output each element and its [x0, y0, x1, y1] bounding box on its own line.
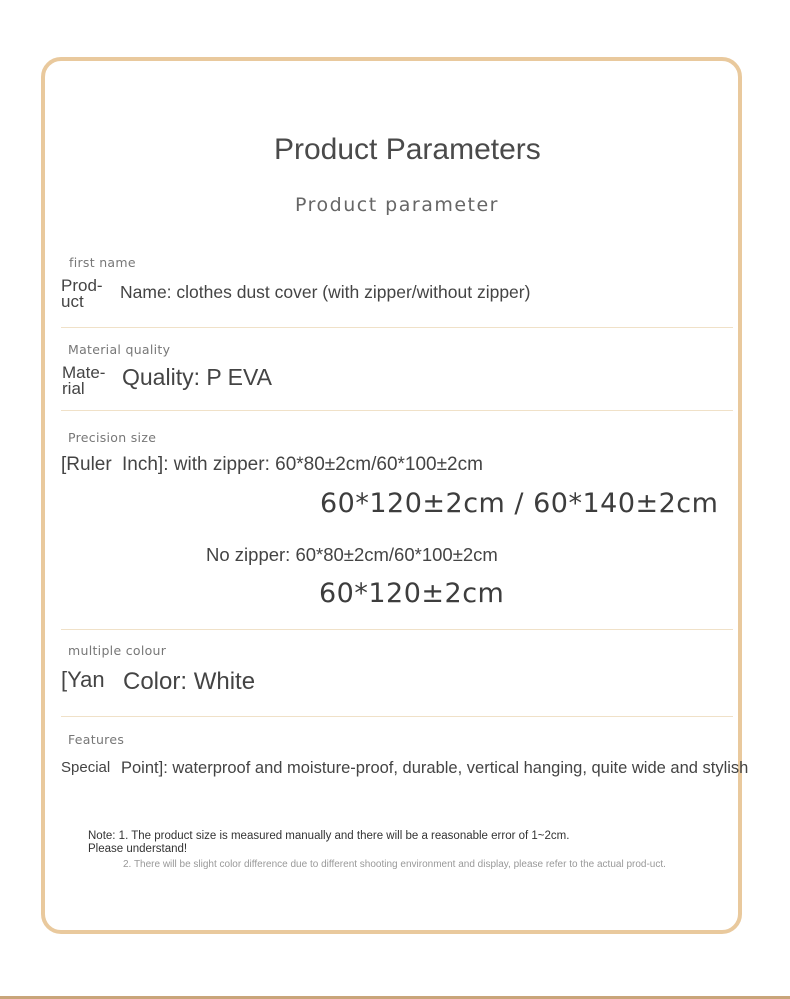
divider	[61, 629, 733, 630]
divider	[61, 716, 733, 717]
row-name-value: Name: clothes dust cover (with zipper/without zipper)	[120, 282, 531, 302]
row-size-label: [Ruler	[61, 454, 112, 475]
row-colour-value: Color: White	[123, 668, 256, 695]
row-size-zipper-large: 60*120±2cm / 60*140±2cm	[320, 488, 719, 519]
row-material-label-2: rial	[62, 379, 85, 398]
row-colour-label: [Yan	[61, 667, 105, 692]
row-size-nozipper-large: 60*120±2cm	[319, 578, 505, 609]
row-name-label-1: Prod-	[61, 276, 103, 295]
note-line-3: 2. There will be slight color difference due to different shooting environment and display, please refer to the actual prod-uct.	[123, 859, 666, 870]
row-material-value: Quality: P EVA	[122, 364, 272, 390]
page-subtitle: Product parameter	[295, 194, 499, 216]
parameter-card	[41, 57, 749, 934]
row-size-tag: Precision size	[68, 430, 157, 445]
row-material-label-1: Mate-	[62, 363, 106, 382]
row-size-nozipper-line: No zipper: 60*80±2cm/60*100±2cm	[206, 544, 498, 565]
page-title: Product Parameters	[274, 133, 541, 166]
divider	[61, 327, 733, 328]
row-size-zipper-line: Inch]: with zipper: 60*80±2cm/60*100±2cm	[122, 454, 483, 475]
divider	[61, 410, 733, 411]
row-name-tag: first name	[69, 255, 136, 270]
row-features-label: Special	[61, 759, 111, 776]
note-line-1: Note: 1. The product size is measured manually and there will be a reasonable error of 1~2cm.	[88, 830, 570, 842]
note-line-2: Please understand!	[88, 843, 188, 855]
row-features-value: Point]: waterproof and moisture-proof, durable, vertical hanging, quite wide and stylish	[121, 759, 749, 777]
row-features-tag: Features	[68, 732, 125, 747]
row-name-label-2: uct	[61, 292, 84, 311]
row-material-tag: Material quality	[68, 342, 171, 357]
row-colour-tag: multiple colour	[68, 643, 167, 658]
